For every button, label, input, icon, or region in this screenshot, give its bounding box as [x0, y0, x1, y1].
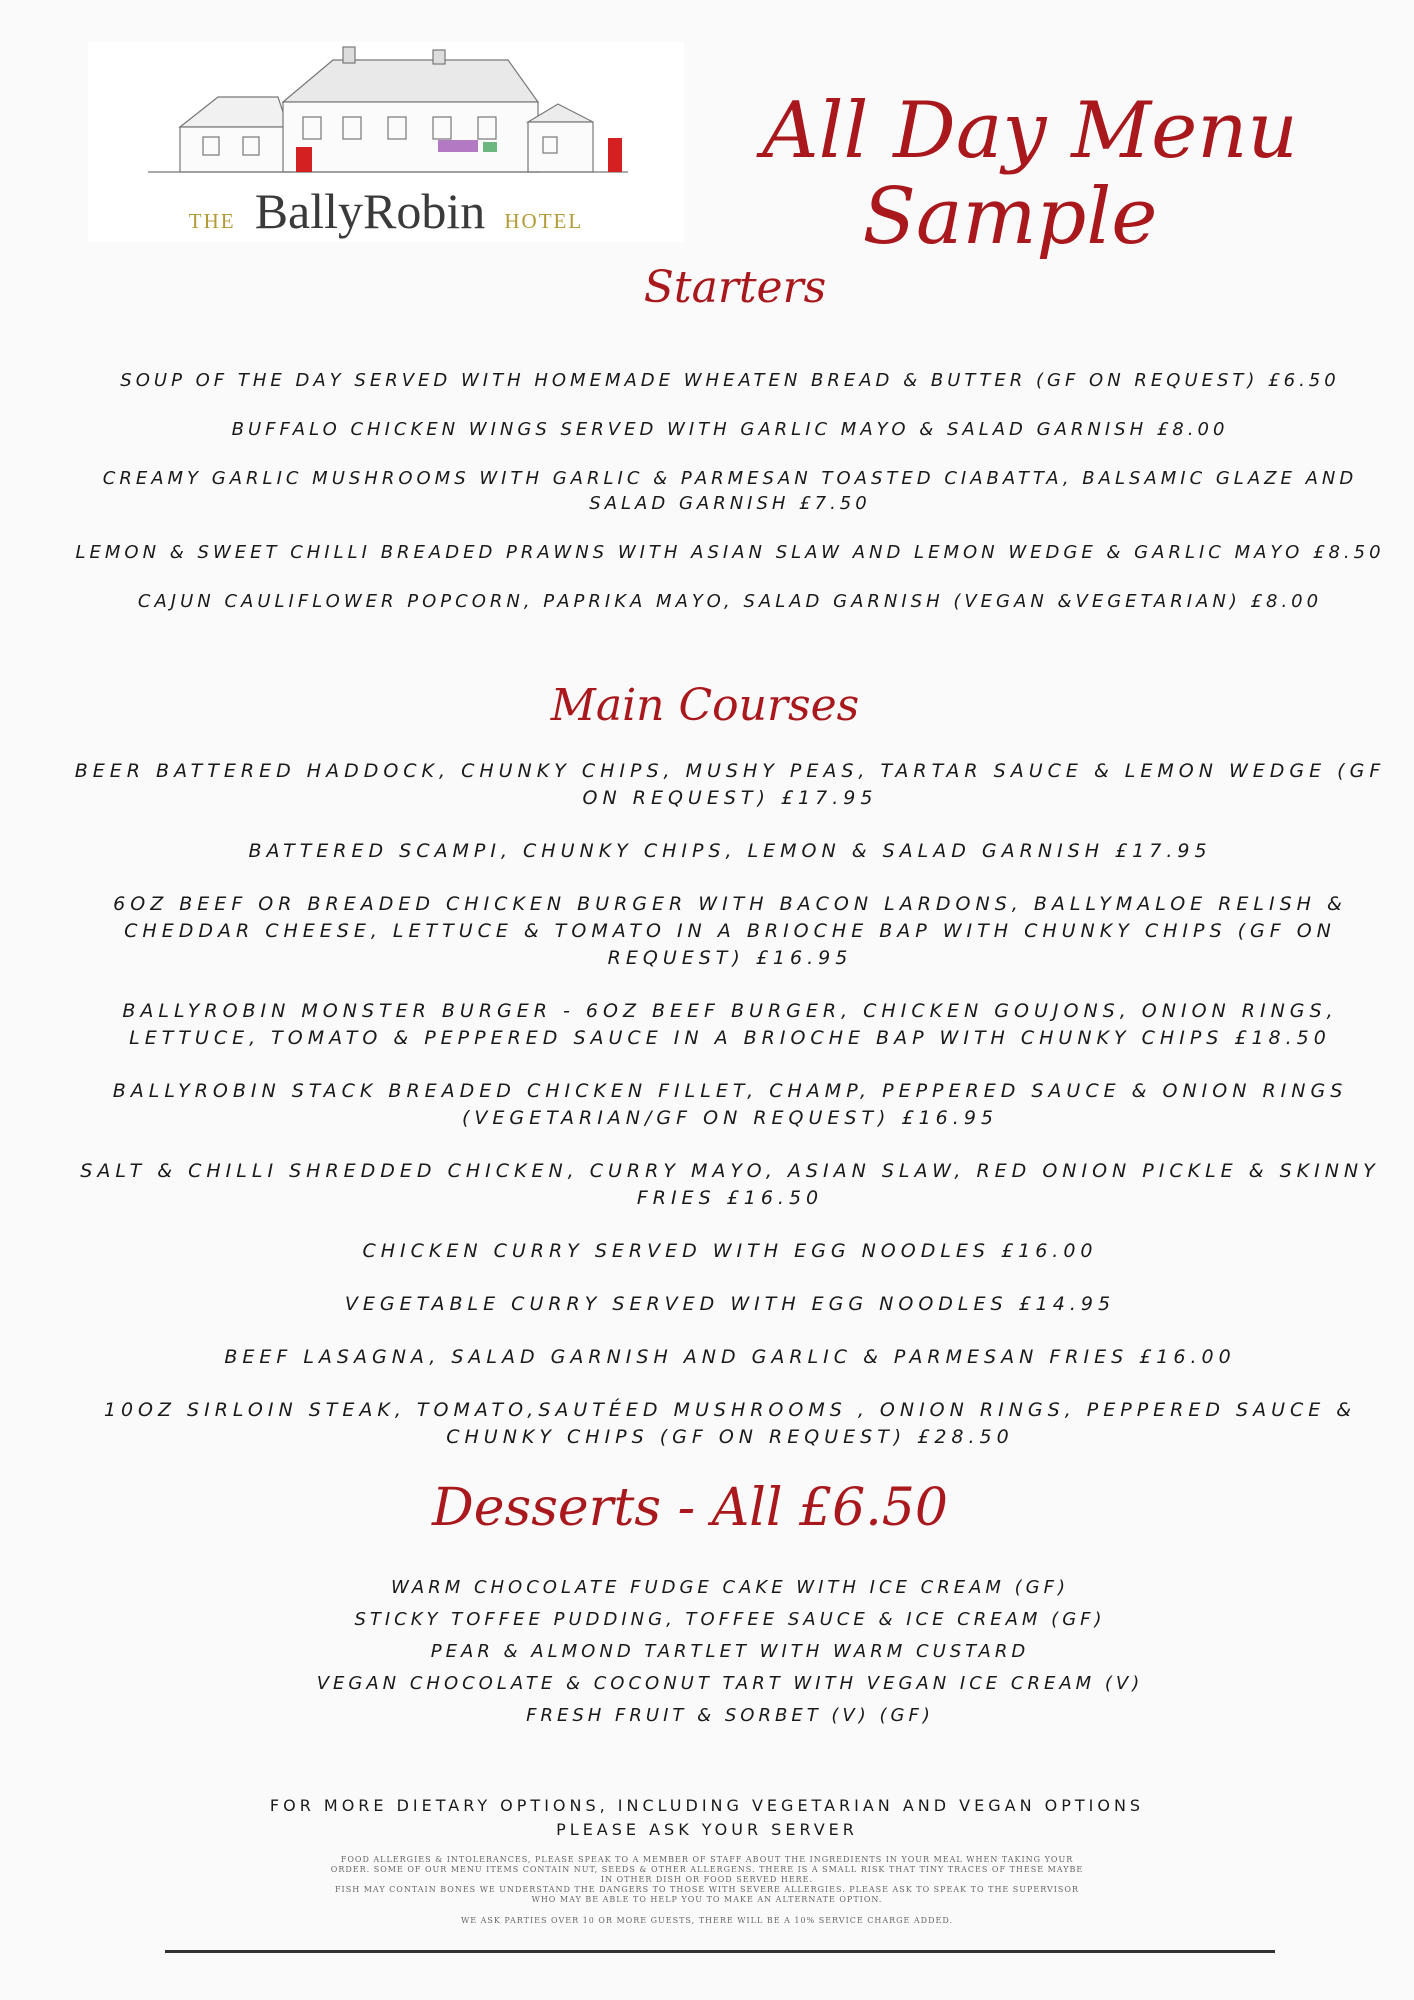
hotel-logo [88, 42, 684, 242]
menu-title: All Day Menu [762, 86, 1298, 176]
starter-item: SOUP OF THE DAY SERVED WITH HOMEMADE WHEATEN BREAD & BUTTER (GF ON REQUEST) £6.50 [120, 370, 1340, 391]
main-item: 10OZ SIRLOIN STEAK, TOMATO,SAUTÉED MUSHROOMS , ONION RINGS, PEPPERED SAUCE & CHUNKY CHIPS (GF ON REQUEST) £28.50 [103, 1399, 1357, 1448]
dietary-line-2: PLEASE ASK YOUR SERVER [556, 1820, 858, 1839]
starter-item: LEMON & SWEET CHILLI BREADED PRAWNS WITH ASIAN SLAW AND LEMON WEDGE & GARLIC MAYO £8.50 [75, 542, 1385, 563]
main-item: CHICKEN CURRY SERVED WITH EGG NOODLES £16.00 [362, 1240, 1098, 1262]
dessert-item: FRESH FRUIT & SORBET (V) (GF) [526, 1705, 934, 1726]
starters-list [70, 368, 1390, 638]
dessert-item: PEAR & ALMOND TARTLET WITH WARM CUSTARD [430, 1641, 1030, 1662]
allergen-text: FOOD ALLERGIES & INTOLERANCES, PLEASE SPEAK TO A MEMBER OF STAFF ABOUT THE INGREDIENTS IN YOUR MEAL WHEN TAKING YOUR ORDER. SOME OF OUR MENU ITEMS CONTAIN NUT, SEEDS & OTHER ALLERGENS. THERE IS A SMALL RISK THAT TINY TRACES OF THESE MAYBE IN OTHER DISH OR FOOD SERVED HERE. [330, 1855, 1084, 1884]
logo-the: THE [188, 209, 236, 233]
mains-list [70, 758, 1390, 1477]
allergen-notice [330, 1855, 1084, 1905]
desserts-heading: Desserts - All £6.50 [432, 1478, 948, 1538]
starter-item: CAJUN CAULIFLOWER POPCORN, PAPRIKA MAYO, SALAD GARNISH (VEGAN &VEGETARIAN) £8.00 [137, 591, 1323, 612]
starter-item: BUFFALO CHICKEN WINGS SERVED WITH GARLIC MAYO & SALAD GARNISH £8.00 [231, 419, 1229, 440]
logo-name: BallyRobin [254, 183, 486, 239]
dietary-line-1: FOR MORE DIETARY OPTIONS, INCLUDING VEGETARIAN AND VEGAN OPTIONS [269, 1796, 1145, 1815]
logo-hotel: HOTEL [504, 209, 584, 233]
main-item: 6OZ BEEF OR BREADED CHICKEN BURGER WITH BACON LARDONS, BALLYMALOE RELISH & CHEDDAR CHEESE, LETTUCE & TOMATO IN A BRIOCHE BAP WITH CHUNKY CHIPS (GF ON REQUEST) £16.95 [113, 893, 1347, 969]
dietary-note [200, 1794, 1214, 1842]
desserts-list [70, 1572, 1390, 1732]
starter-item: CREAMY GARLIC MUSHROOMS WITH GARLIC & PARMESAN TOASTED CIABATTA, BALSAMIC GLAZE AND SALAD GARNISH £7.50 [102, 468, 1358, 514]
dessert-item: WARM CHOCOLATE FUDGE CAKE WITH ICE CREAM (GF) [390, 1577, 1069, 1598]
dessert-item: VEGAN CHOCOLATE & COCONUT TART WITH VEGAN ICE CREAM (V) [316, 1673, 1144, 1694]
main-item: BEER BATTERED HADDOCK, CHUNKY CHIPS, MUSHY PEAS, TARTAR SAUCE & LEMON WEDGE (GF ON REQUEST) £17.95 [74, 760, 1386, 809]
mains-heading: Main Courses [550, 680, 860, 731]
menu-subtitle: Sample [862, 172, 1158, 262]
main-item: BALLYROBIN STACK BREADED CHICKEN FILLET, CHAMP, PEPPERED SAUCE & ONION RINGS (VEGETARIAN/GF ON REQUEST) £16.95 [112, 1080, 1348, 1129]
main-item: VEGETABLE CURRY SERVED WITH EGG NOODLES £14.95 [344, 1293, 1116, 1315]
main-item: BEEF LASAGNA, SALAD GARNISH AND GARLIC & PARMESAN FRIES £16.00 [224, 1346, 1236, 1368]
service-charge-note: WE ASK PARTIES OVER 10 OR MORE GUESTS, THERE WILL BE A 10% SERVICE CHARGE ADDED. [460, 1916, 954, 1925]
dessert-item: STICKY TOFFEE PUDDING, TOFFEE SAUCE & ICE CREAM (GF) [354, 1609, 1106, 1630]
main-item: BATTERED SCAMPI, CHUNKY CHIPS, LEMON & SALAD GARNISH £17.95 [248, 840, 1212, 862]
footer-divider [165, 1950, 1275, 1953]
starters-heading: Starters [643, 262, 827, 313]
fish-bones-text: FISH MAY CONTAIN BONES WE UNDERSTAND THE DANGERS TO THOSE WITH SEVERE ALLERGIES. PLEASE ASK TO SPEAK TO THE SUPERVISOR WHO MAY BE ABLE TO HELP YOU TO MAKE AN ALTERNATE OPTION. [335, 1885, 1079, 1904]
logo-wordmark [88, 182, 684, 240]
main-item: BALLYROBIN MONSTER BURGER - 6OZ BEEF BURGER, CHICKEN GOUJONS, ONION RINGS, LETTUCE, TOMATO & PEPPERED SAUCE IN A BRIOCHE BAP WITH CHUNKY CHIPS £18.50 [122, 1000, 1338, 1049]
main-item: SALT & CHILLI SHREDDED CHICKEN, CURRY MAYO, ASIAN SLAW, RED ONION PICKLE & SKINNY FRIES £16.50 [80, 1160, 1380, 1209]
hotel-sketch-image [88, 42, 684, 182]
